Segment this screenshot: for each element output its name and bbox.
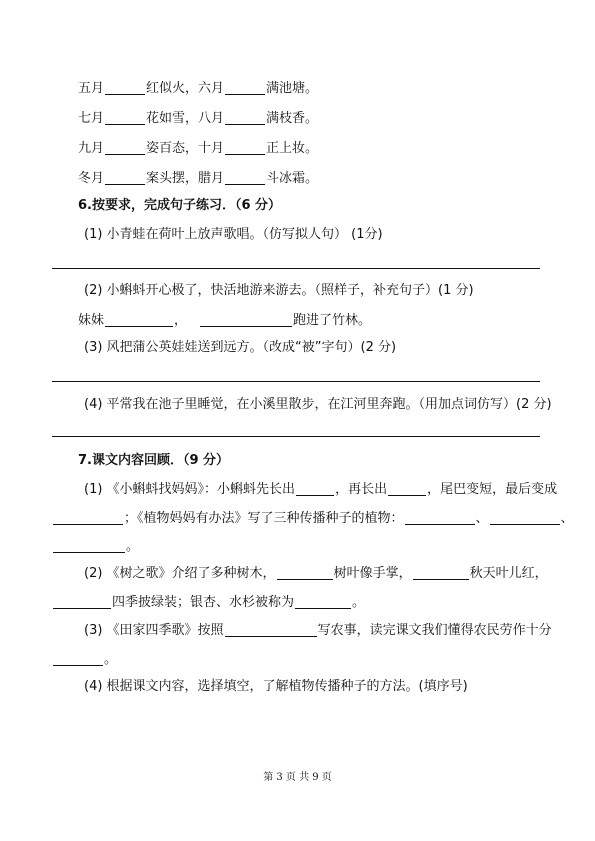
blank-field[interactable] xyxy=(225,170,265,185)
q7-item-4: (4) 根据课文内容，选择填空，了解植物传播种子的方法。(填序号) xyxy=(84,679,468,694)
blank-field[interactable] xyxy=(200,312,292,327)
q6-item-3: (3) 风把蒲公英娃娃送到远方。（改成“被”字句）(2 分) xyxy=(84,340,397,355)
month-line-2 xyxy=(78,110,595,128)
blank-field[interactable] xyxy=(225,622,317,637)
text: 冬月 xyxy=(78,171,105,186)
text: 红似火，六月 xyxy=(146,81,225,96)
q7-item-1-line-1 xyxy=(84,481,595,499)
q7-item-3-line-2 xyxy=(52,651,595,669)
blank-field[interactable] xyxy=(225,80,265,95)
q7-item-2-line-2 xyxy=(52,594,595,612)
q6-item-4: (4) 平常我在池子里睡觉，在小溪里散步，在江河里奔跑。（用加点词仿写）(2 分) xyxy=(84,397,552,412)
text: 、 xyxy=(560,511,574,526)
text: 。 xyxy=(126,539,140,554)
blank-field[interactable] xyxy=(105,80,145,95)
text: 姿百态，十月 xyxy=(146,141,225,156)
month-line-1 xyxy=(78,80,595,98)
blank-field[interactable] xyxy=(105,312,173,327)
q7-item-3-line-1 xyxy=(84,622,595,640)
blank-field[interactable] xyxy=(53,510,123,525)
blank-field[interactable] xyxy=(388,481,426,496)
blank-field[interactable] xyxy=(490,510,560,525)
text: 秋天叶儿红， xyxy=(469,566,548,581)
text: 斗冰霜。 xyxy=(266,171,319,186)
text: 妹妹 xyxy=(78,313,105,328)
answer-line[interactable] xyxy=(52,381,540,382)
text: 跑进了竹林。 xyxy=(293,313,372,328)
blank-field[interactable] xyxy=(225,140,265,155)
q6-item-1: (1) 小青蛙在荷叶上放声歌唱。（仿写拟人句） (1分) xyxy=(84,227,383,242)
text: 树叶像手掌， xyxy=(333,566,412,581)
text: ， xyxy=(174,313,188,328)
blank-field[interactable] xyxy=(53,651,103,666)
q6-item-2-fill xyxy=(78,312,595,330)
text: (3) 《田家四季歌》按照 xyxy=(84,623,224,638)
page-footer: 第 3 页 共 9 页 xyxy=(263,772,332,783)
blank-field[interactable] xyxy=(296,481,334,496)
text: 正上妆。 xyxy=(266,141,319,156)
month-line-3 xyxy=(78,140,595,158)
month-line-4 xyxy=(78,170,595,188)
q6-heading: 6.按要求，完成句子练习．（6 分） xyxy=(78,198,282,213)
q7-item-1-line-2 xyxy=(52,510,595,528)
text: 满池塘。 xyxy=(266,81,319,96)
text: ，尾巴变短，最后变成 xyxy=(427,482,558,497)
q7-heading: 7.课文内容回顾．（9 分） xyxy=(78,453,230,468)
text: 、 xyxy=(475,511,489,526)
answer-line[interactable] xyxy=(52,268,540,269)
text: 案头摆，腊月 xyxy=(146,171,225,186)
text: (1) 《小蝌蚪找妈妈》：小蝌蚪先长出 xyxy=(84,482,296,497)
text: 满枝香。 xyxy=(266,111,319,126)
q6-item-2: (2) 小蝌蚪开心极了，快活地游来游去。（照样子，补充句子）(1 分) xyxy=(84,283,474,298)
blank-field[interactable] xyxy=(53,538,125,553)
text: 七月 xyxy=(78,111,105,126)
blank-field[interactable] xyxy=(105,140,145,155)
text: 花如雪，八月 xyxy=(146,111,225,126)
blank-field[interactable] xyxy=(225,110,265,125)
text: 九月 xyxy=(78,141,105,156)
answer-line[interactable] xyxy=(52,436,540,437)
q7-item-2-line-1 xyxy=(84,565,595,583)
blank-field[interactable] xyxy=(405,510,475,525)
blank-field[interactable] xyxy=(105,110,145,125)
q7-item-1-line-3 xyxy=(52,538,595,556)
text: 写农事，读完课文我们懂得农民劳作十分 xyxy=(317,623,552,638)
blank-field[interactable] xyxy=(295,594,351,609)
text: 五月 xyxy=(78,81,105,96)
blank-field[interactable] xyxy=(413,565,469,580)
text: 。 xyxy=(352,595,366,610)
text: ；《植物妈妈有办法》写了三种传播种子的植物： xyxy=(124,511,404,526)
blank-field[interactable] xyxy=(277,565,333,580)
blank-field[interactable] xyxy=(53,594,111,609)
text: 四季披绿装；银杏、水杉被称为 xyxy=(112,595,295,610)
text: 。 xyxy=(104,652,118,667)
blank-field[interactable] xyxy=(105,170,145,185)
text: ，再长出 xyxy=(335,482,388,497)
text: (2) 《树之歌》介绍了多种树木， xyxy=(84,566,276,581)
